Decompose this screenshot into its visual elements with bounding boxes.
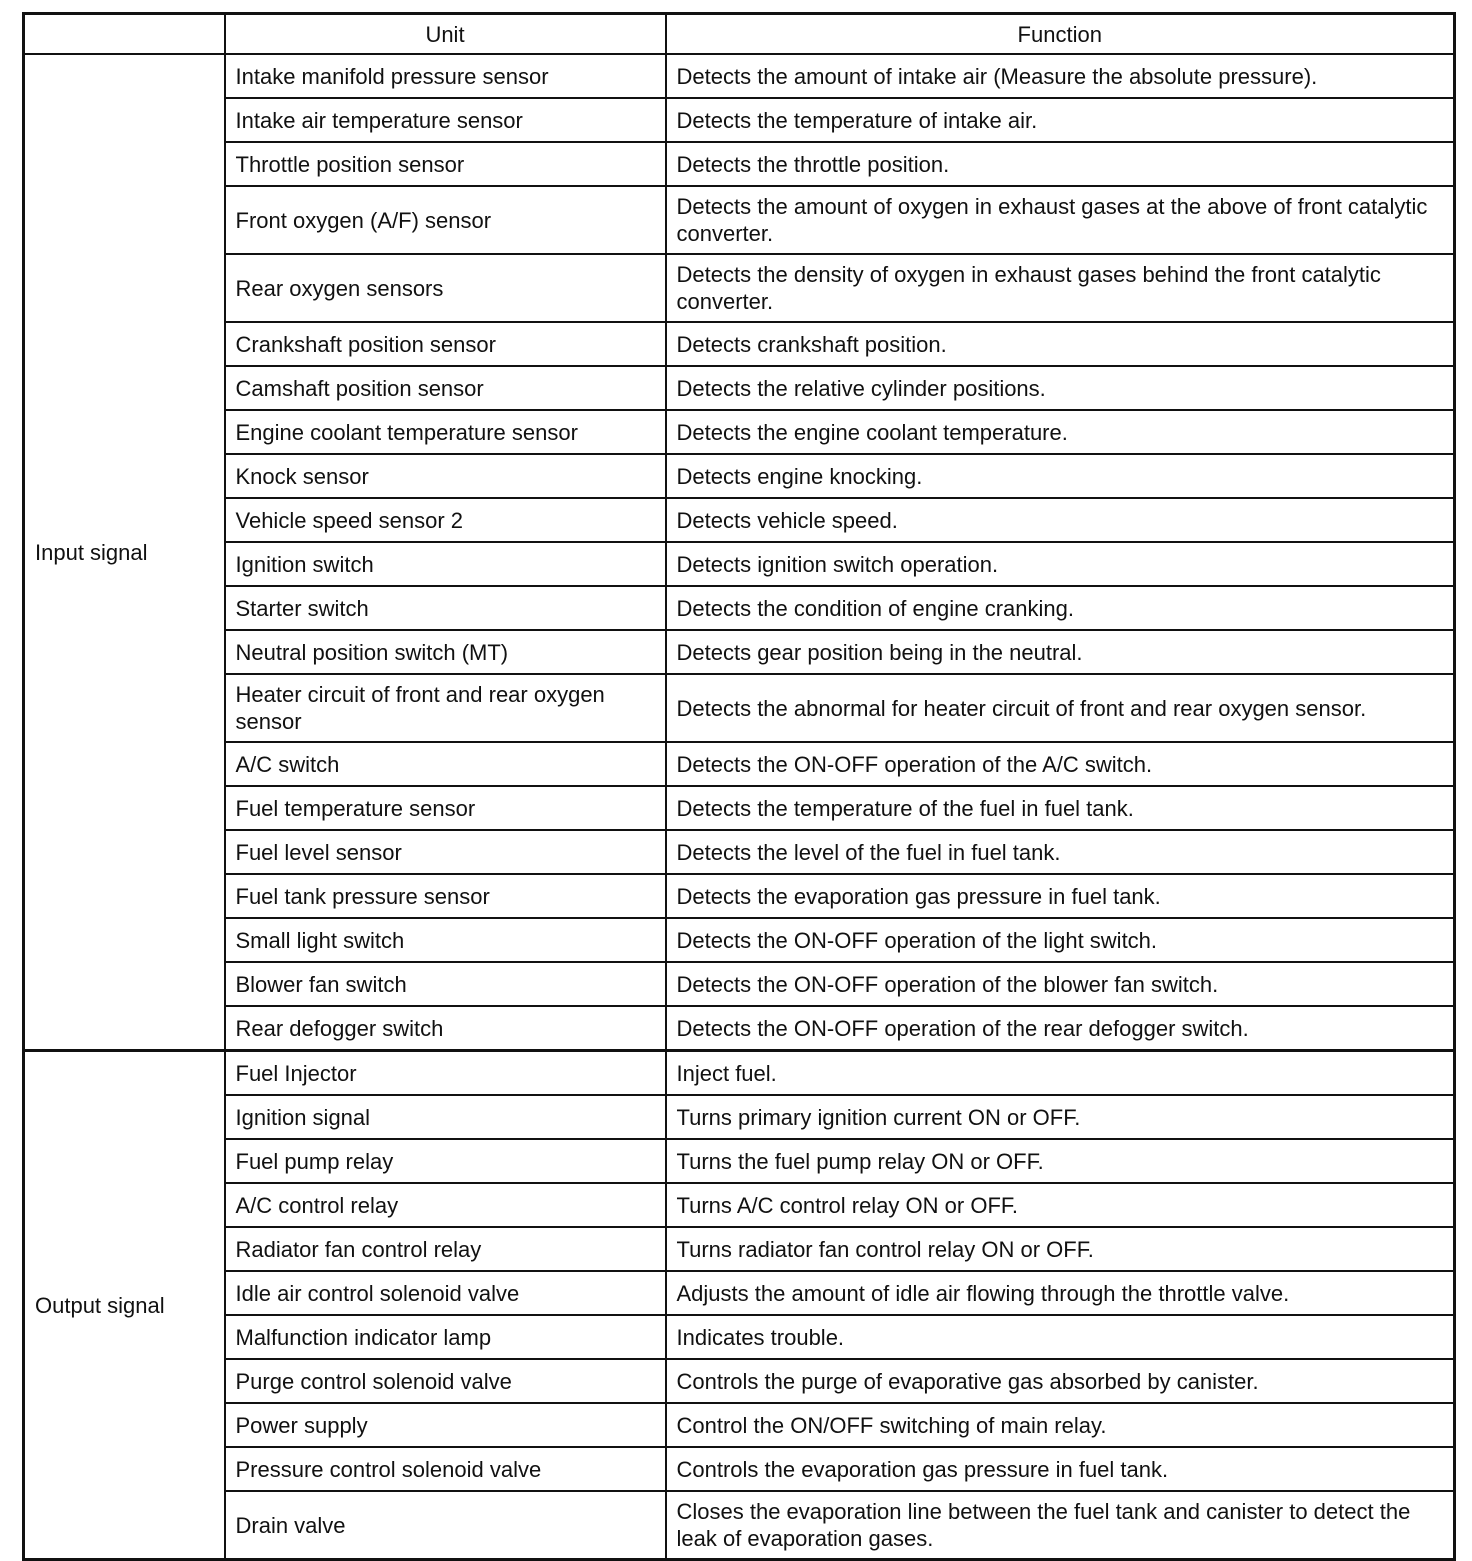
function-cell: Detects the amount of oxygen in exhaust gases at the above of front catalytic converter.: [666, 186, 1455, 254]
unit-cell: Rear oxygen sensors: [225, 254, 666, 322]
input-signal-label: Input signal: [24, 54, 225, 1051]
function-cell: Detects the ON-OFF operation of the light switch.: [666, 918, 1455, 962]
table-row: [24, 1051, 1455, 1096]
function-cell: Detects the engine coolant temperature.: [666, 410, 1455, 454]
table-row: [24, 830, 1455, 874]
unit-cell: Malfunction indicator lamp: [225, 1315, 666, 1359]
function-cell: Turns the fuel pump relay ON or OFF.: [666, 1139, 1455, 1183]
unit-cell: Engine coolant temperature sensor: [225, 410, 666, 454]
function-cell: Detects the ON-OFF operation of the blower fan switch.: [666, 962, 1455, 1006]
table-row: [24, 742, 1455, 786]
table-row: [24, 98, 1455, 142]
unit-cell: Idle air control solenoid valve: [225, 1271, 666, 1315]
function-cell: Controls the evaporation gas pressure in fuel tank.: [666, 1447, 1455, 1491]
table-row: [24, 1447, 1455, 1491]
table-row: [24, 454, 1455, 498]
unit-cell: Heater circuit of front and rear oxygen sensor: [225, 674, 666, 742]
header-group: [24, 14, 225, 55]
table-row: [24, 1315, 1455, 1359]
table-row: [24, 918, 1455, 962]
table-row: [24, 186, 1455, 254]
function-cell: Inject fuel.: [666, 1051, 1455, 1096]
function-cell: Detects ignition switch operation.: [666, 542, 1455, 586]
unit-cell: Radiator fan control relay: [225, 1227, 666, 1271]
unit-cell: Ignition signal: [225, 1095, 666, 1139]
unit-cell: Vehicle speed sensor 2: [225, 498, 666, 542]
table-row: [24, 630, 1455, 674]
table-row: [24, 54, 1455, 98]
function-cell: Detects the density of oxygen in exhaust gases behind the front catalytic converter.: [666, 254, 1455, 322]
table-row: [24, 1095, 1455, 1139]
unit-cell: Power supply: [225, 1403, 666, 1447]
function-cell: Control the ON/OFF switching of main relay.: [666, 1403, 1455, 1447]
unit-cell: A/C control relay: [225, 1183, 666, 1227]
function-cell: Detects the ON-OFF operation of the A/C switch.: [666, 742, 1455, 786]
table-row: [24, 366, 1455, 410]
unit-cell: Fuel tank pressure sensor: [225, 874, 666, 918]
table-row: [24, 410, 1455, 454]
function-cell: Detects engine knocking.: [666, 454, 1455, 498]
unit-cell: Fuel Injector: [225, 1051, 666, 1096]
function-cell: Detects the ON-OFF operation of the rear defogger switch.: [666, 1006, 1455, 1051]
function-cell: Detects the temperature of the fuel in fuel tank.: [666, 786, 1455, 830]
function-cell: Detects the evaporation gas pressure in fuel tank.: [666, 874, 1455, 918]
table-row: [24, 1271, 1455, 1315]
function-cell: Closes the evaporation line between the fuel tank and canister to detect the leak of evaporation gases.: [666, 1491, 1455, 1560]
unit-cell: Fuel level sensor: [225, 830, 666, 874]
function-cell: Adjusts the amount of idle air flowing through the throttle valve.: [666, 1271, 1455, 1315]
function-cell: Detects the condition of engine cranking.: [666, 586, 1455, 630]
unit-cell: Pressure control solenoid valve: [225, 1447, 666, 1491]
function-cell: Detects gear position being in the neutral.: [666, 630, 1455, 674]
table-row: [24, 322, 1455, 366]
signal-table: [22, 12, 1456, 1561]
table-row: [24, 254, 1455, 322]
unit-cell: Purge control solenoid valve: [225, 1359, 666, 1403]
function-cell: Detects the level of the fuel in fuel tank.: [666, 830, 1455, 874]
unit-cell: Rear defogger switch: [225, 1006, 666, 1051]
unit-cell: Intake manifold pressure sensor: [225, 54, 666, 98]
function-cell: Turns primary ignition current ON or OFF.: [666, 1095, 1455, 1139]
unit-cell: Starter switch: [225, 586, 666, 630]
function-cell: Detects the relative cylinder positions.: [666, 366, 1455, 410]
header-function: Function: [666, 14, 1455, 55]
function-cell: Detects the temperature of intake air.: [666, 98, 1455, 142]
table-row: [24, 874, 1455, 918]
table-row: [24, 1403, 1455, 1447]
function-cell: Detects vehicle speed.: [666, 498, 1455, 542]
unit-cell: Knock sensor: [225, 454, 666, 498]
unit-cell: Ignition switch: [225, 542, 666, 586]
function-cell: Detects the throttle position.: [666, 142, 1455, 186]
unit-cell: Neutral position switch (MT): [225, 630, 666, 674]
table-row: [24, 542, 1455, 586]
function-cell: Detects crankshaft position.: [666, 322, 1455, 366]
unit-cell: Fuel pump relay: [225, 1139, 666, 1183]
table-row: [24, 1359, 1455, 1403]
table-row: [24, 1139, 1455, 1183]
unit-cell: Drain valve: [225, 1491, 666, 1560]
table-row: [24, 962, 1455, 1006]
unit-cell: Small light switch: [225, 918, 666, 962]
table-row: [24, 498, 1455, 542]
table-row: [24, 1006, 1455, 1051]
unit-cell: Intake air temperature sensor: [225, 98, 666, 142]
table-row: [24, 1491, 1455, 1560]
output-signal-label: Output signal: [24, 1051, 225, 1560]
table-row: [24, 674, 1455, 742]
unit-cell: Camshaft position sensor: [225, 366, 666, 410]
table-body: [24, 54, 1455, 1560]
unit-cell: Crankshaft position sensor: [225, 322, 666, 366]
table-row: [24, 786, 1455, 830]
unit-cell: A/C switch: [225, 742, 666, 786]
function-cell: Detects the amount of intake air (Measure the absolute pressure).: [666, 54, 1455, 98]
function-cell: Controls the purge of evaporative gas absorbed by canister.: [666, 1359, 1455, 1403]
unit-cell: Throttle position sensor: [225, 142, 666, 186]
function-cell: Turns radiator fan control relay ON or OFF.: [666, 1227, 1455, 1271]
unit-cell: Front oxygen (A/F) sensor: [225, 186, 666, 254]
function-cell: Indicates trouble.: [666, 1315, 1455, 1359]
table-row: [24, 586, 1455, 630]
unit-cell: Blower fan switch: [225, 962, 666, 1006]
function-cell: Detects the abnormal for heater circuit of front and rear oxygen sensor.: [666, 674, 1455, 742]
unit-cell: Fuel temperature sensor: [225, 786, 666, 830]
table-row: [24, 1183, 1455, 1227]
header-row: [24, 14, 1455, 55]
table-row: [24, 1227, 1455, 1271]
function-cell: Turns A/C control relay ON or OFF.: [666, 1183, 1455, 1227]
header-unit: Unit: [225, 14, 666, 55]
table-row: [24, 142, 1455, 186]
